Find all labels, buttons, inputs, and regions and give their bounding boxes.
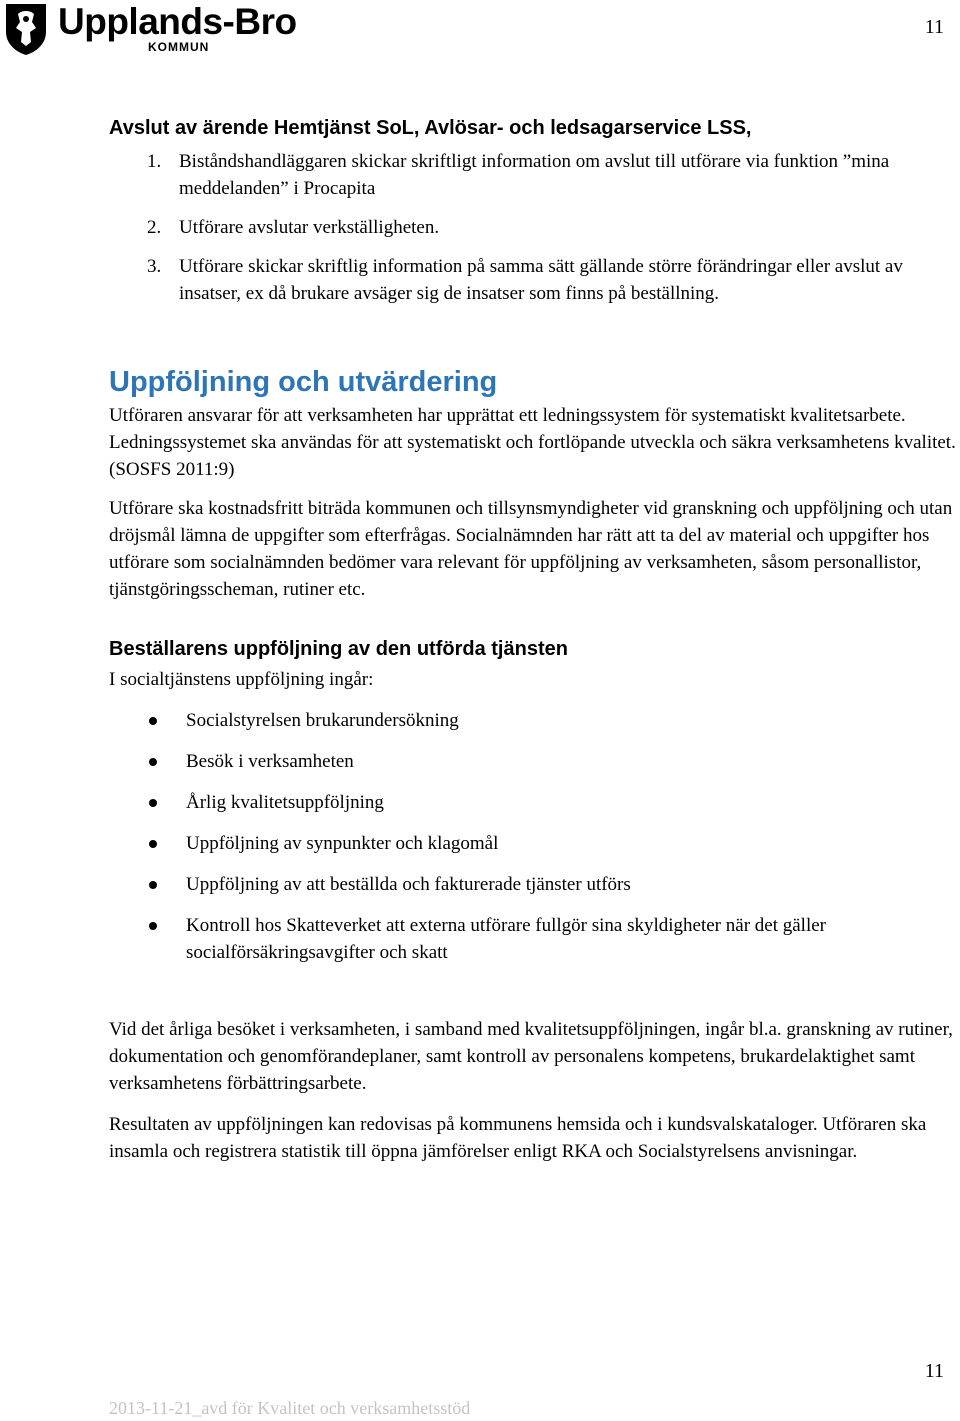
list-item-text: Besök i verksamheten xyxy=(186,751,354,772)
page-number-top: 11 xyxy=(924,16,944,38)
paragraph: Resultaten av uppföljningen kan redovisas på kommunens hemsida och i kundsvalskataloger. Utföraren ska insamla och registrera statistik till öppna jämförelser enligt RKA och Socialstyrelsens anvisningar. xyxy=(109,1114,927,1162)
bullet-icon xyxy=(149,758,157,766)
page-number-bottom: 11 xyxy=(924,1360,944,1382)
list-number: 2. xyxy=(147,217,162,238)
section-heading-avslut: Avslut av ärende Hemtjänst SoL, Avlösar- och ledsagarservice LSS, xyxy=(109,117,752,139)
list-item-text: Uppföljning av synpunkter och klagomål xyxy=(186,833,499,854)
list-item xyxy=(109,912,957,966)
logo-wordmark: Upplands-Bro xyxy=(58,1,297,42)
list-item xyxy=(109,830,957,857)
list-item xyxy=(109,871,957,898)
list-item-text: Biståndshandläggaren skickar skriftligt information om avslut till utförare via funktion ”mina meddelanden” i Procapita xyxy=(179,151,890,199)
bullet-list xyxy=(109,707,957,966)
list-item xyxy=(109,253,957,307)
bullet-icon xyxy=(149,840,157,848)
list-number: 1. xyxy=(147,151,162,172)
list-item-text: Utförare avslutar verkställigheten. xyxy=(179,217,440,238)
paragraph: Vid det årliga besöket i verksamheten, i samband med kvalitetsuppföljningen, ingår bl.a. granskning av rutiner, dokumentation och genomförandeplaner, samt kontroll av personalens kompetens, brukardelaktighet samt verksamhetens förbättringsarbete. xyxy=(109,1019,953,1094)
list-item-text: Utförare skickar skriftlig information på samma sätt gällande större förändringar eller avslut av insatser, ex då brukare avsäger sig de insatser som finns på beställning. xyxy=(179,256,903,304)
footer-text: 2013-11-21_avd för Kvalitet och verksamhetsstöd xyxy=(109,1398,471,1418)
document-body xyxy=(109,112,957,1165)
paragraph-intro: I socialtjänstens uppföljning ingår: xyxy=(109,669,374,690)
bullet-icon xyxy=(149,717,157,725)
bullet-icon xyxy=(149,799,157,807)
paragraph: Utförare ska kostnadsfritt biträda kommunen och tillsynsmyndigheter vid granskning och uppföljning och utan dröjsmål lämna de uppgifter som efterfrågas. Socialnämnden har rätt att ta del av material och uppgifter hos utförare som socialnämnden bedömer vara relevant för uppföljning av verksamheten, såsom personallistor, tjänstgöringsscheman, rutiner etc. xyxy=(109,498,953,600)
bullet-icon xyxy=(149,881,157,889)
list-item xyxy=(109,789,957,816)
list-item-text: Socialstyrelsen brukarundersökning xyxy=(186,710,459,731)
list-item xyxy=(109,214,957,241)
municipality-shield-logo xyxy=(4,2,48,56)
list-number: 3. xyxy=(147,256,162,277)
numbered-list xyxy=(109,148,957,307)
list-item-text: Kontroll hos Skatteverket att externa utförare fullgör sina skyldigheter när det gäller socialförsäkringsavgifter och skatt xyxy=(186,915,826,963)
paragraph: Utföraren ansvarar för att verksamheten har upprättat ett ledningssystem för systematiskt kvalitetsarbete. Ledningssystemet ska användas för att systematiskt och fortlöpande utveckla och säkra verksamhetens kvalitet. (SOSFS 2011:9) xyxy=(109,405,956,480)
list-item-text: Årlig kvalitetsuppföljning xyxy=(186,792,384,813)
logo-subtitle: KOMMUN xyxy=(148,40,210,54)
section-heading-uppfoljning: Uppföljning och utvärdering xyxy=(109,366,498,398)
section-heading-bestallarens: Beställarens uppföljning av den utförda tjänsten xyxy=(109,638,568,660)
list-item xyxy=(109,707,957,734)
bullet-icon xyxy=(149,922,157,930)
list-item xyxy=(109,748,957,775)
list-item-text: Uppföljning av att beställda och fakturerade tjänster utförs xyxy=(186,874,631,895)
list-item xyxy=(109,148,957,202)
